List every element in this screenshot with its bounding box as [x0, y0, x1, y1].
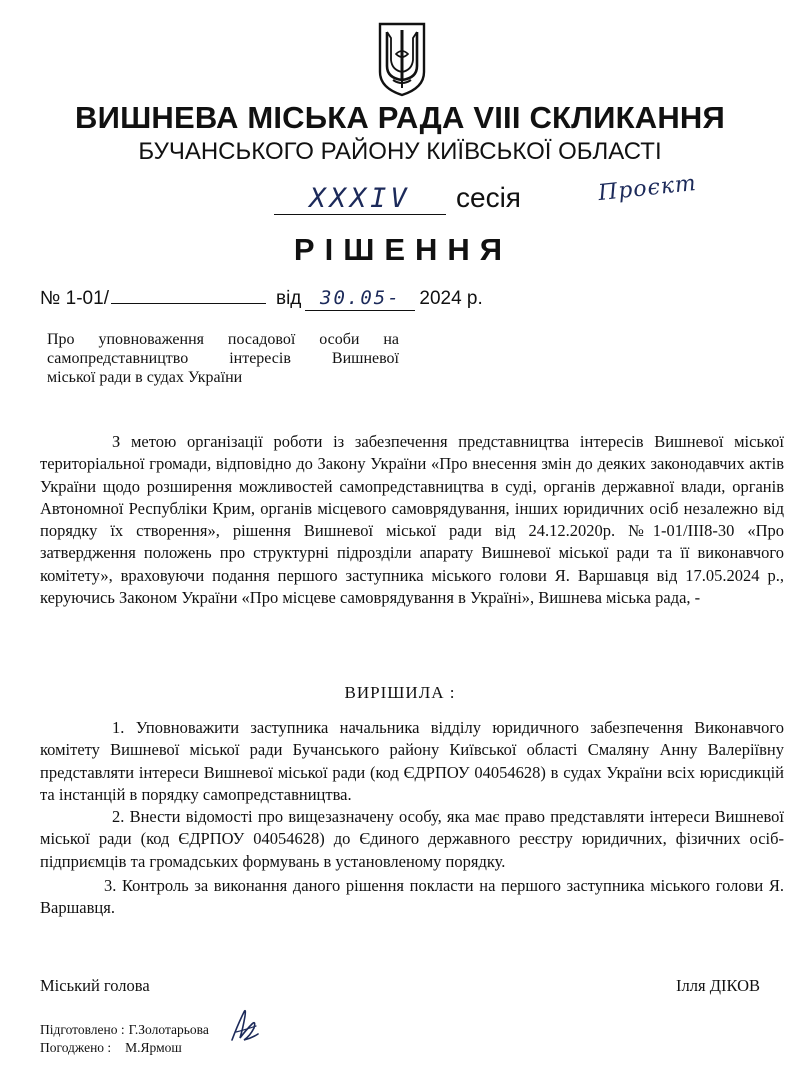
- decision-subject: [47, 330, 399, 387]
- decision-item: 1. Уповноважити заступника начальника відділу юридичного забезпечення Виконавчого комітету Вишневої міської ради Бучанського району Київської області Смаляну Анну Валеріївну представляти інтереси Вишневої міської ради (код ЄДРПОУ 04054628) в судах України всіх юрисдикцій та інстанцій в порядку самопредставництва.: [40, 718, 784, 804]
- draft-mark: Проєкт: [596, 170, 698, 207]
- session-label: сесія: [456, 182, 521, 213]
- agreed-name: М.Ярмош: [125, 1040, 182, 1055]
- agreed-label: Погоджено :: [40, 1040, 112, 1055]
- preamble: [40, 431, 784, 609]
- date-field: [305, 287, 415, 311]
- agreed-by: [40, 1040, 182, 1056]
- document-type-title: РІШЕННЯ: [293, 232, 513, 267]
- subject-line: самопредставництво інтересів Вишневої: [47, 350, 399, 367]
- decision-item: 2. Внести відомості про вищезазначену особу, яка має право представляти інтереси Вишневої міської ради (код ЄДРПОУ 04054628) до Єдиного державного реєстру юридичних, фізичних осіб-підприємців та громадських формувань в установленому порядку.: [40, 807, 784, 871]
- decided-heading: ВИРІШИЛА :: [344, 683, 456, 702]
- signatory-role: Міський голова: [40, 976, 150, 995]
- date-label: від: [275, 288, 302, 309]
- subject-line: міської ради в судах України: [47, 369, 243, 386]
- preamble-text: З метою організації роботи із забезпечення представництва інтересів Вишневої міської територіальної громади, відповідно до Закону України «Про внесення змін до деяких законодавчих актів України щодо розширення можливостей самопредставництва в суді, органів державної влади, органів Автономної Республіки Крим, органів місцевого самоврядування, інших юридичних осіб незалежно від порядку їх створення», рішення Вишневої міської ради від 24.12.2020р. №1-01/ІІІ8-30 «Про затвердження положень про структурні підрозділи апарату Вишневої міської ради та її виконавчого комітету», враховуючи подання першого заступника міського голови Я. Варшавця від 17.05.2024 р., керуючись Законом України «Про місцеве самоврядування в Україні», Вишнева міська рада, -: [40, 432, 784, 608]
- decision-number-blank: [111, 285, 266, 304]
- council-name: ВИШНЕВА МІСЬКА РАДА VIII СКЛИКАННЯ: [75, 100, 725, 135]
- decision-number-line: [40, 285, 483, 311]
- session-line: [274, 182, 521, 215]
- session-number-field: [274, 182, 446, 215]
- decision-year: 2024 р.: [419, 288, 483, 309]
- signatory-name: Ілля ДІКОВ: [676, 976, 760, 995]
- date-handwritten: 30.05-: [320, 287, 401, 309]
- decision-item: 3. Контроль за виконання даного рішення покласти на першого заступника міського голови Я. Варшавця.: [40, 876, 784, 918]
- session-number: XXXIV: [309, 183, 411, 214]
- subject-line: Про уповноваження посадової особи на: [47, 331, 399, 348]
- council-region: БУЧАНСЬКОГО РАЙОНУ КИЇВСЬКОЇ ОБЛАСТІ: [138, 138, 662, 165]
- decision-items: [40, 717, 784, 920]
- prepared-label: Підготовлено :: [40, 1022, 125, 1037]
- decision-number-prefix: № 1-01/: [40, 288, 109, 309]
- prepared-name: Г.Золотарьова: [128, 1022, 209, 1037]
- trident-emblem-icon: [376, 20, 428, 98]
- prepared-by: [40, 1022, 209, 1038]
- handwritten-signature: [226, 1004, 262, 1048]
